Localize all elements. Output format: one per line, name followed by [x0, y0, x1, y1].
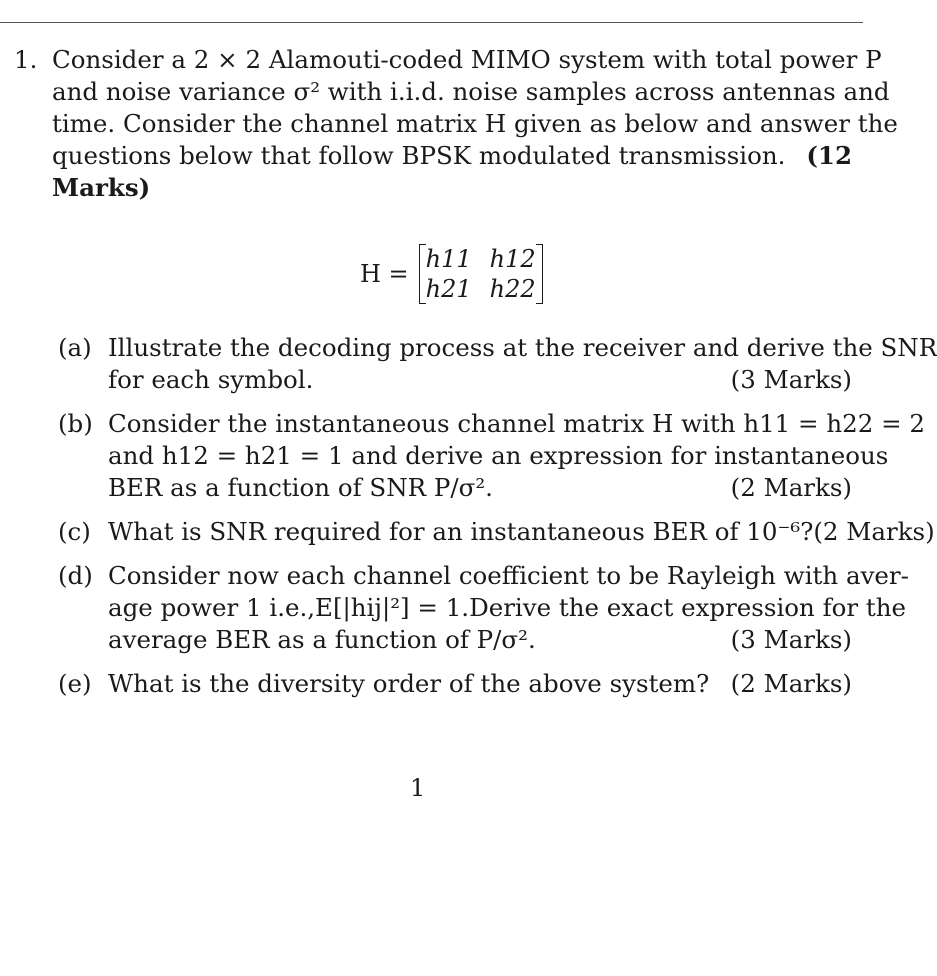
part-d-line2: age power 1 i.e.,E[|hij|²] = 1.Derive the exact expression for the	[108, 593, 907, 622]
question-text-2: and noise variance σ² with i.i.d. noise samples across antennas and	[52, 77, 890, 106]
question-line-4	[14, 140, 852, 172]
question-block	[14, 44, 898, 204]
part-a-label: (a)	[58, 333, 92, 362]
channel-matrix	[360, 244, 543, 304]
part-b-label: (b)	[58, 409, 93, 438]
part-b-line3: BER as a function of SNR P/σ².	[108, 473, 493, 502]
question-text-1: Consider a 2 × 2 Alamouti-coded MIMO system with total power P	[52, 45, 882, 74]
part-b-line1: Consider the instantaneous channel matrix H with h11 = h22 = 2	[108, 409, 926, 438]
part-d-line1: Consider now each channel coefficient to be Rayleigh with aver-	[108, 561, 909, 590]
page-number: 1	[410, 774, 426, 802]
part-a-marks: (3 Marks)	[730, 365, 852, 394]
matrix-h11: h11	[425, 245, 472, 273]
parts-list	[58, 332, 937, 712]
question-marks-a: (12	[806, 141, 852, 170]
part-b-marks: (2 Marks)	[730, 473, 852, 502]
question-text-4: questions below that follow BPSK modulated transmission.	[52, 141, 786, 170]
question-line-5	[14, 172, 852, 204]
matrix-h12: h12	[489, 245, 536, 273]
matrix-h21: h21	[425, 275, 472, 303]
matrix-brackets	[419, 244, 543, 304]
part-e-line1: What is the diversity order of the above system?	[108, 669, 710, 698]
part-e-marks: (2 Marks)	[730, 669, 852, 698]
part-d-marks: (3 Marks)	[730, 625, 852, 654]
question-text-3: time. Consider the channel matrix H given as below and answer the	[52, 109, 898, 138]
part-d-line3: average BER as a function of P/σ².	[108, 625, 536, 654]
part-c-label: (c)	[58, 517, 91, 546]
part-c-marks: (2 Marks)	[813, 517, 935, 546]
part-c	[58, 516, 935, 548]
part-b	[58, 408, 926, 504]
part-e	[58, 668, 852, 700]
question-line-3	[14, 108, 898, 140]
part-e-label: (e)	[58, 669, 92, 698]
matrix-lhs: H =	[360, 260, 409, 288]
question-number: 1.	[14, 45, 38, 74]
part-d	[58, 560, 909, 656]
part-c-line1: What is SNR required for an instantaneous BER of 10⁻⁶?	[108, 517, 814, 546]
matrix-h22: h22	[489, 275, 536, 303]
part-b-line2: and h12 = h21 = 1 and derive an expression for instantaneous	[108, 441, 889, 470]
question-line-1	[14, 44, 882, 76]
part-a	[58, 332, 937, 396]
question-line-2	[14, 76, 890, 108]
question-marks-b: Marks)	[52, 173, 151, 202]
top-rule	[0, 22, 863, 23]
part-a-line2: for each symbol.	[108, 365, 314, 394]
part-a-line1: Illustrate the decoding process at the receiver and derive the SNR	[108, 333, 937, 362]
part-d-label: (d)	[58, 561, 93, 590]
